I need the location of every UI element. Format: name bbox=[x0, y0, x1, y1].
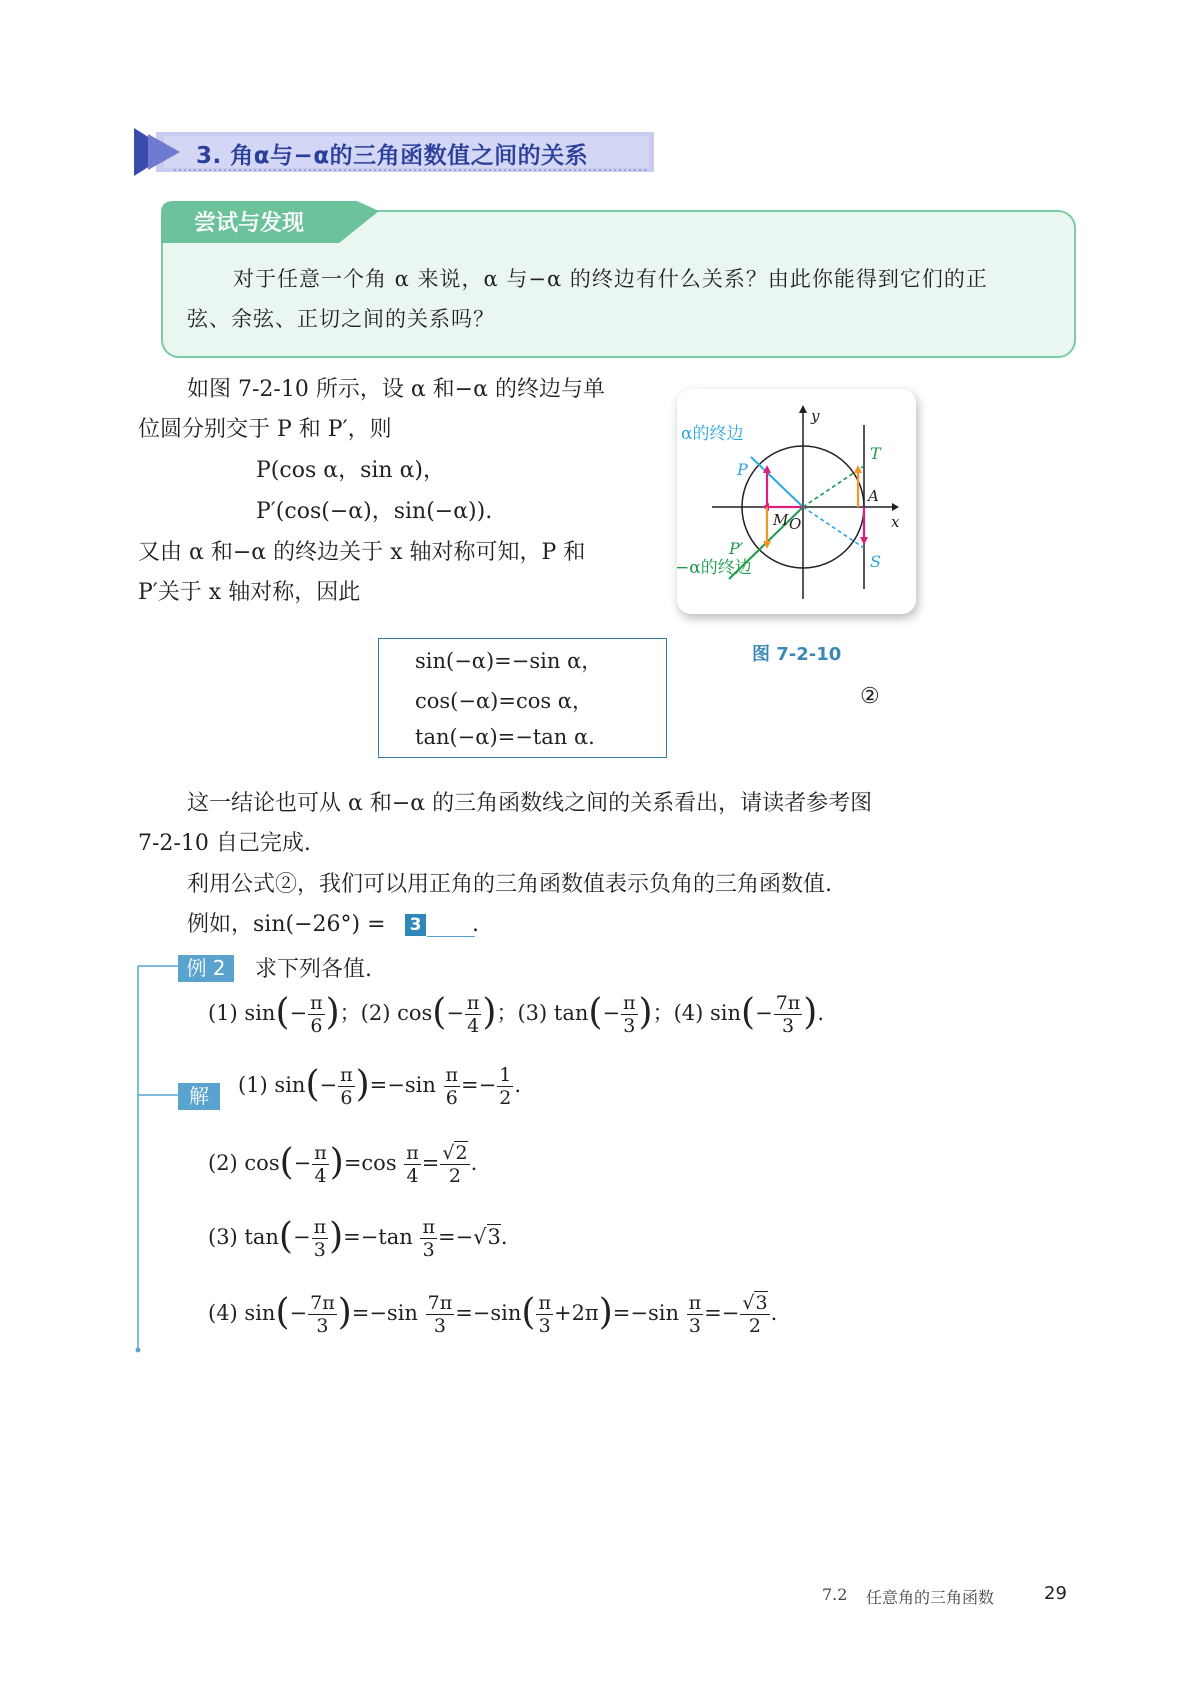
solution-label: 解 bbox=[178, 1083, 220, 1110]
example-items: (1) sin(− $\frac{\pi}{6}$ )；(2) cos(− $\frac{\pi}{4}$ )；(3) tan(− $\frac{\pi}{3}$ )；(4) sin(− $\frac{7\pi}{3}$ ). bbox=[208, 991, 825, 1037]
label-P: P bbox=[737, 460, 748, 479]
formula-number: ② bbox=[860, 684, 880, 709]
label-T: T bbox=[870, 444, 881, 463]
solution-1: (1) sin(− $\frac{\pi}{6}$ )=−sin $\frac{\pi}{6}$ =− $\frac{1}{2}$ . bbox=[238, 1063, 522, 1109]
label-O: O bbox=[789, 515, 802, 533]
paragraph-5-end: . bbox=[472, 912, 479, 937]
label-M: M bbox=[773, 511, 789, 529]
label-neg-alpha-side: −α的终边 bbox=[677, 558, 752, 578]
item-2-number: (2) bbox=[360, 1001, 391, 1025]
figure-unit-circle bbox=[677, 389, 916, 614]
try-discover-line-1: 对于任意一个角 α 来说，α 与−α 的终边有什么关系？由此你能得到它们的正 bbox=[233, 267, 988, 291]
item-1-number: (1) bbox=[208, 1001, 238, 1025]
paragraph-2-line-1: 又由 α 和−α 的终边关于 x 轴对称可知，P 和 bbox=[138, 540, 586, 565]
solution-2: (2) cos(− $\frac{\pi}{4}$ )=cos $\frac{\pi}{4}$ = $\frac{√2}{2}$ . bbox=[208, 1141, 478, 1187]
coordinate-P-prime: P′(cos(−α)，sin(−α)). bbox=[256, 499, 493, 524]
footer-section-number: 7.2 bbox=[822, 1585, 848, 1604]
formula-cos: cos(−α)=cos α， bbox=[415, 689, 593, 713]
solution-3: (3) tan(− $\frac{\pi}{3}$ )=−tan $\frac{\pi}{3}$ =−√3. bbox=[208, 1215, 508, 1261]
label-alpha-side: α的终边 bbox=[681, 424, 744, 444]
coordinate-P: P(cos α，sin α)， bbox=[256, 458, 446, 483]
label-A: A bbox=[868, 487, 879, 505]
solution-4: (4) sin(− $\frac{7\pi}{3}$ )=−sin $\frac{7\pi}{3}$ =−sin( $\frac{\pi}{3}$ +2π)=−sin $\frac{\pi}{3}$ =− $\frac{√3}{2}$ . bbox=[208, 1291, 778, 1337]
label-S: S bbox=[870, 552, 881, 571]
footer-chapter-title: 任意角的三角函数 bbox=[866, 1588, 995, 1607]
formula-tan: tan(−α)=−tan α. bbox=[415, 725, 595, 749]
fill-blank-line[interactable] bbox=[427, 936, 475, 937]
paragraph-3-line-2: 7-2-10 自己完成. bbox=[138, 831, 311, 856]
label-x-axis: x bbox=[891, 513, 900, 531]
formula-sin: sin(−α)=−sin α， bbox=[415, 649, 603, 673]
paragraph-5: 例如，sin(−26°) = bbox=[187, 912, 386, 937]
svg-text:−α的终边 bbox=[677, 558, 752, 578]
try-discover-line-2: 弦、余弦、正切之间的关系吗？ bbox=[187, 307, 495, 331]
page-number: 29 bbox=[1044, 1583, 1067, 1604]
example-label: 例 2 bbox=[178, 955, 234, 982]
example-prompt: 求下列各值. bbox=[255, 957, 372, 982]
paragraph-2-line-2: P′关于 x 轴对称，因此 bbox=[138, 580, 361, 605]
item-4-number: (4) bbox=[673, 1001, 704, 1025]
label-P-prime: P′ bbox=[729, 539, 744, 558]
paragraph-3-line-1: 这一结论也可从 α 和−α 的三角函数线之间的关系看出，请读者参考图 bbox=[187, 791, 873, 816]
example-bracket bbox=[134, 958, 184, 1358]
try-discover-label: 尝试与发现 bbox=[194, 211, 305, 236]
figure-caption: 图 7-2-10 bbox=[752, 644, 842, 665]
item-3-number: (3) bbox=[517, 1001, 548, 1025]
label-y-axis: y bbox=[811, 407, 820, 425]
fill-blank-number[interactable]: 3 bbox=[405, 914, 426, 936]
section-title: 3. 角α与−α的三角函数值之间的关系 bbox=[196, 143, 589, 169]
paragraph-4: 利用公式②，我们可以用正角的三角函数值表示负角的三角函数值. bbox=[187, 872, 832, 897]
paragraph-1-line-1: 如图 7-2-10 所示，设 α 和−α 的终边与单 bbox=[187, 377, 605, 402]
svg-text:α的终边 bbox=[681, 424, 743, 444]
paragraph-1-line-2: 位圆分别交于 P 和 P′，则 bbox=[138, 417, 392, 442]
